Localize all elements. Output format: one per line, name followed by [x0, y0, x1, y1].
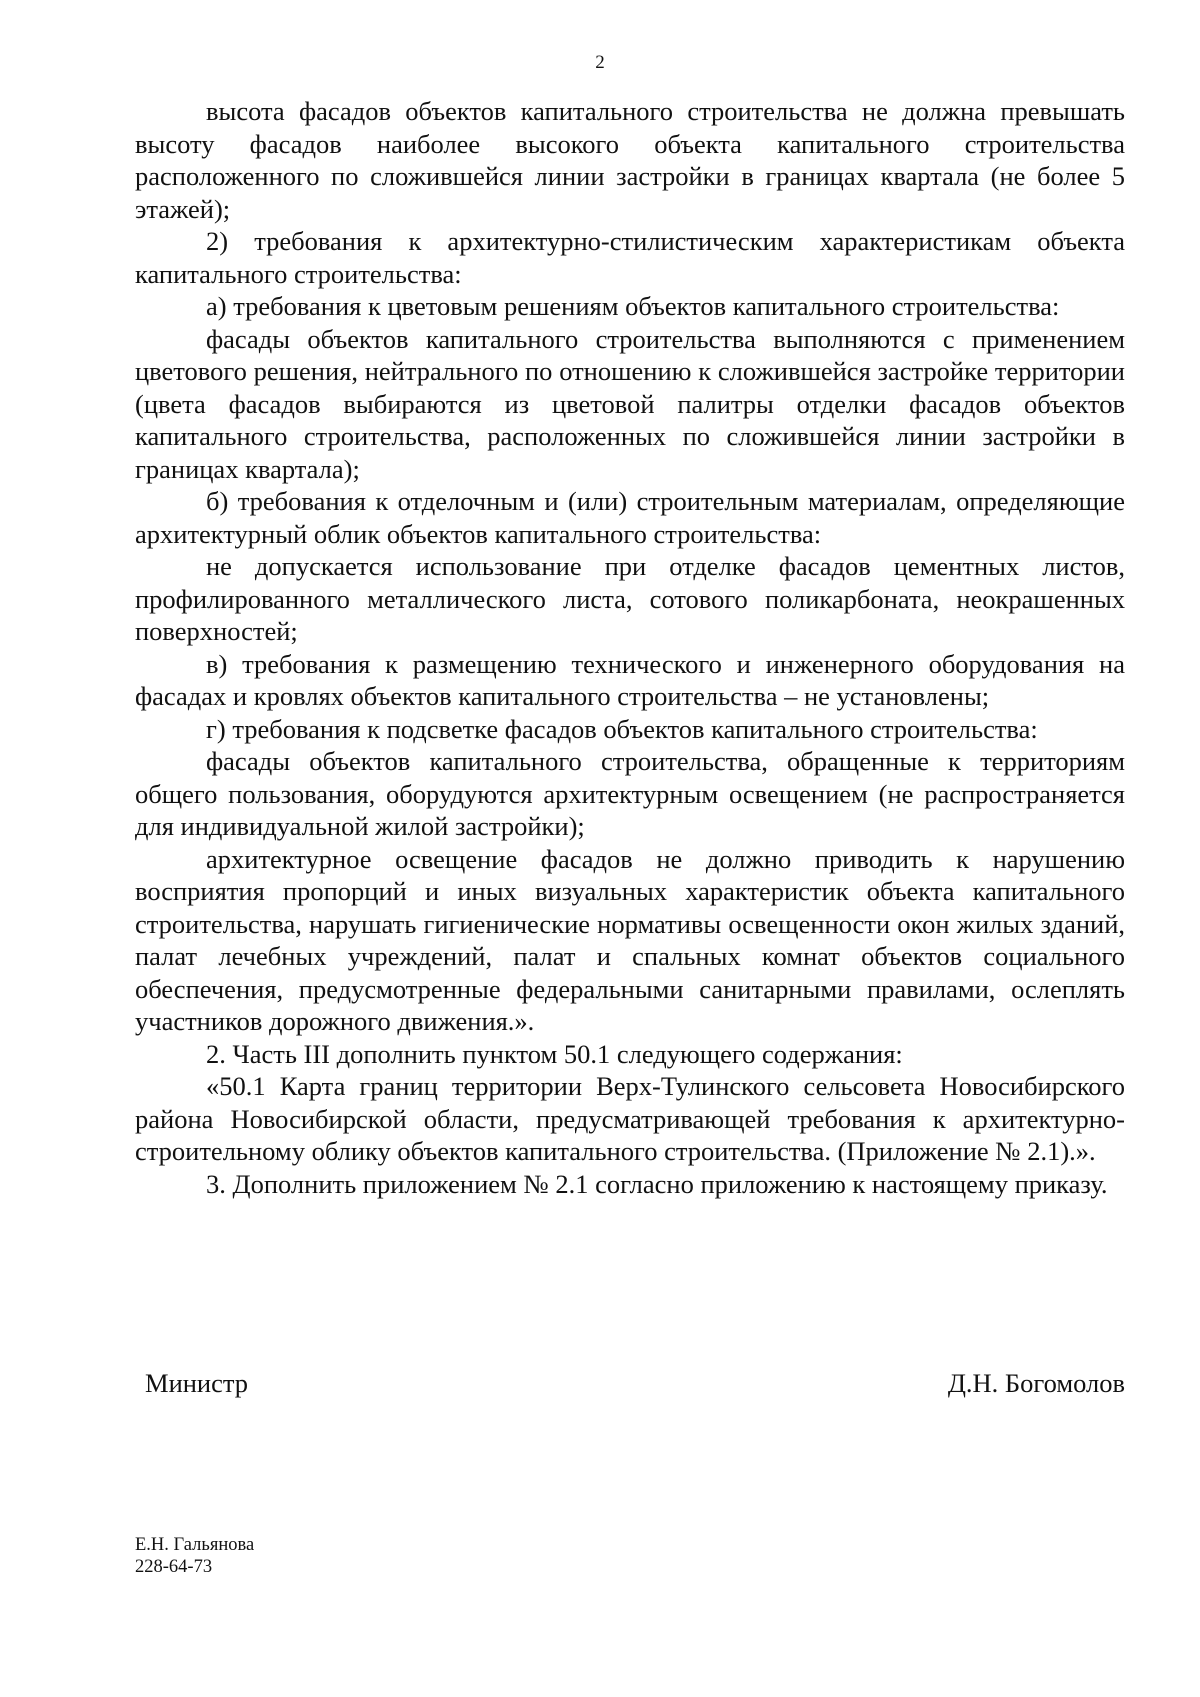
paragraph-materials-details: не допускается использование при отделке фасадов цементных листов, профилированного металлического листа, сотового поликарбоната, неокрашенных поверхностей; — [135, 551, 1125, 646]
executor-name: Е.Н. Гальянова — [135, 1535, 255, 1555]
paragraph-materials-requirements: б) требования к отделочным и (или) строительным материалам, определяющие архитектурный облик объектов капитального строительства: — [135, 486, 1125, 549]
paragraph-appendix-addition: 3. Дополнить приложением № 2.1 согласно приложению к настоящему приказу. — [206, 1168, 1108, 1199]
paragraph-map-item: «50.1 Карта границ территории Верх-Тулинского сельсовета Новосибирского района Новосибирской области, предусматривающей требования к архитектурно-строительному облику объектов капитального строительства. (Приложение № 2.1).». — [135, 1071, 1125, 1166]
paragraph-part-three-amendment: 2. Часть III дополнить пунктом 50.1 следующего содержания: — [206, 1038, 903, 1069]
paragraph-lighting-restrictions: архитектурное освещение фасадов не должно приводить к нарушению восприятия пропорций и иных визуальных характеристик объекта капитального строительства, нарушать гигиенические нормативы освещенности окон жилых зданий, палат лечебных учреждений, палат и спальных комнат объектов социального обеспечения, предусмотренные федеральными санитарными правилами, ослеплять участников дорожного движения.». — [135, 843, 1125, 1036]
signature-block — [145, 1367, 1125, 1401]
executor-block — [135, 1534, 254, 1578]
paragraph-architectural-style: 2) требования к архитектурно-стилистическим характеристикам объекта капитального строительства: — [135, 226, 1125, 289]
page-number: 2 — [595, 52, 605, 73]
paragraph-color-requirements: а) требования к цветовым решениям объектов капитального строительства: — [206, 291, 1060, 321]
document-body — [135, 95, 1125, 1200]
paragraph-facade-height: высота фасадов объектов капитального строительства не должна превышать высоту фасадов наиболее высокого объекта капитального строительства расположенного по сложившейся линии застройки в границах квартала (не более 5 этажей); — [135, 96, 1125, 224]
paragraph-color-details: фасады объектов капитального строительства выполняются с применением цветового решения, нейтрального по отношению к сложившейся застройке территории (цвета фасадов выбираются из цветовой палитры отделки фасадов объектов капитального строительства, расположенных по сложившейся линии застройки в границах квартала); — [135, 323, 1125, 484]
paragraph-equipment-requirements: в) требования к размещению технического и инженерного оборудования на фасадах и кровлях объектов капитального строительства – не установлены; — [135, 648, 1125, 711]
paragraph-lighting-requirements: г) требования к подсветке фасадов объектов капитального строительства: — [206, 713, 1038, 744]
signatory-name: Д.Н. Богомолов — [947, 1368, 1125, 1398]
executor-phone: 228-64-73 — [135, 1557, 213, 1577]
paragraph-lighting-facades: фасады объектов капитального строительства, обращенные к территориям общего пользования, оборудуются архитектурным освещением (не распространяется для индивидуальной жилой застройки); — [135, 746, 1125, 841]
signatory-title: Министр — [145, 1368, 249, 1398]
